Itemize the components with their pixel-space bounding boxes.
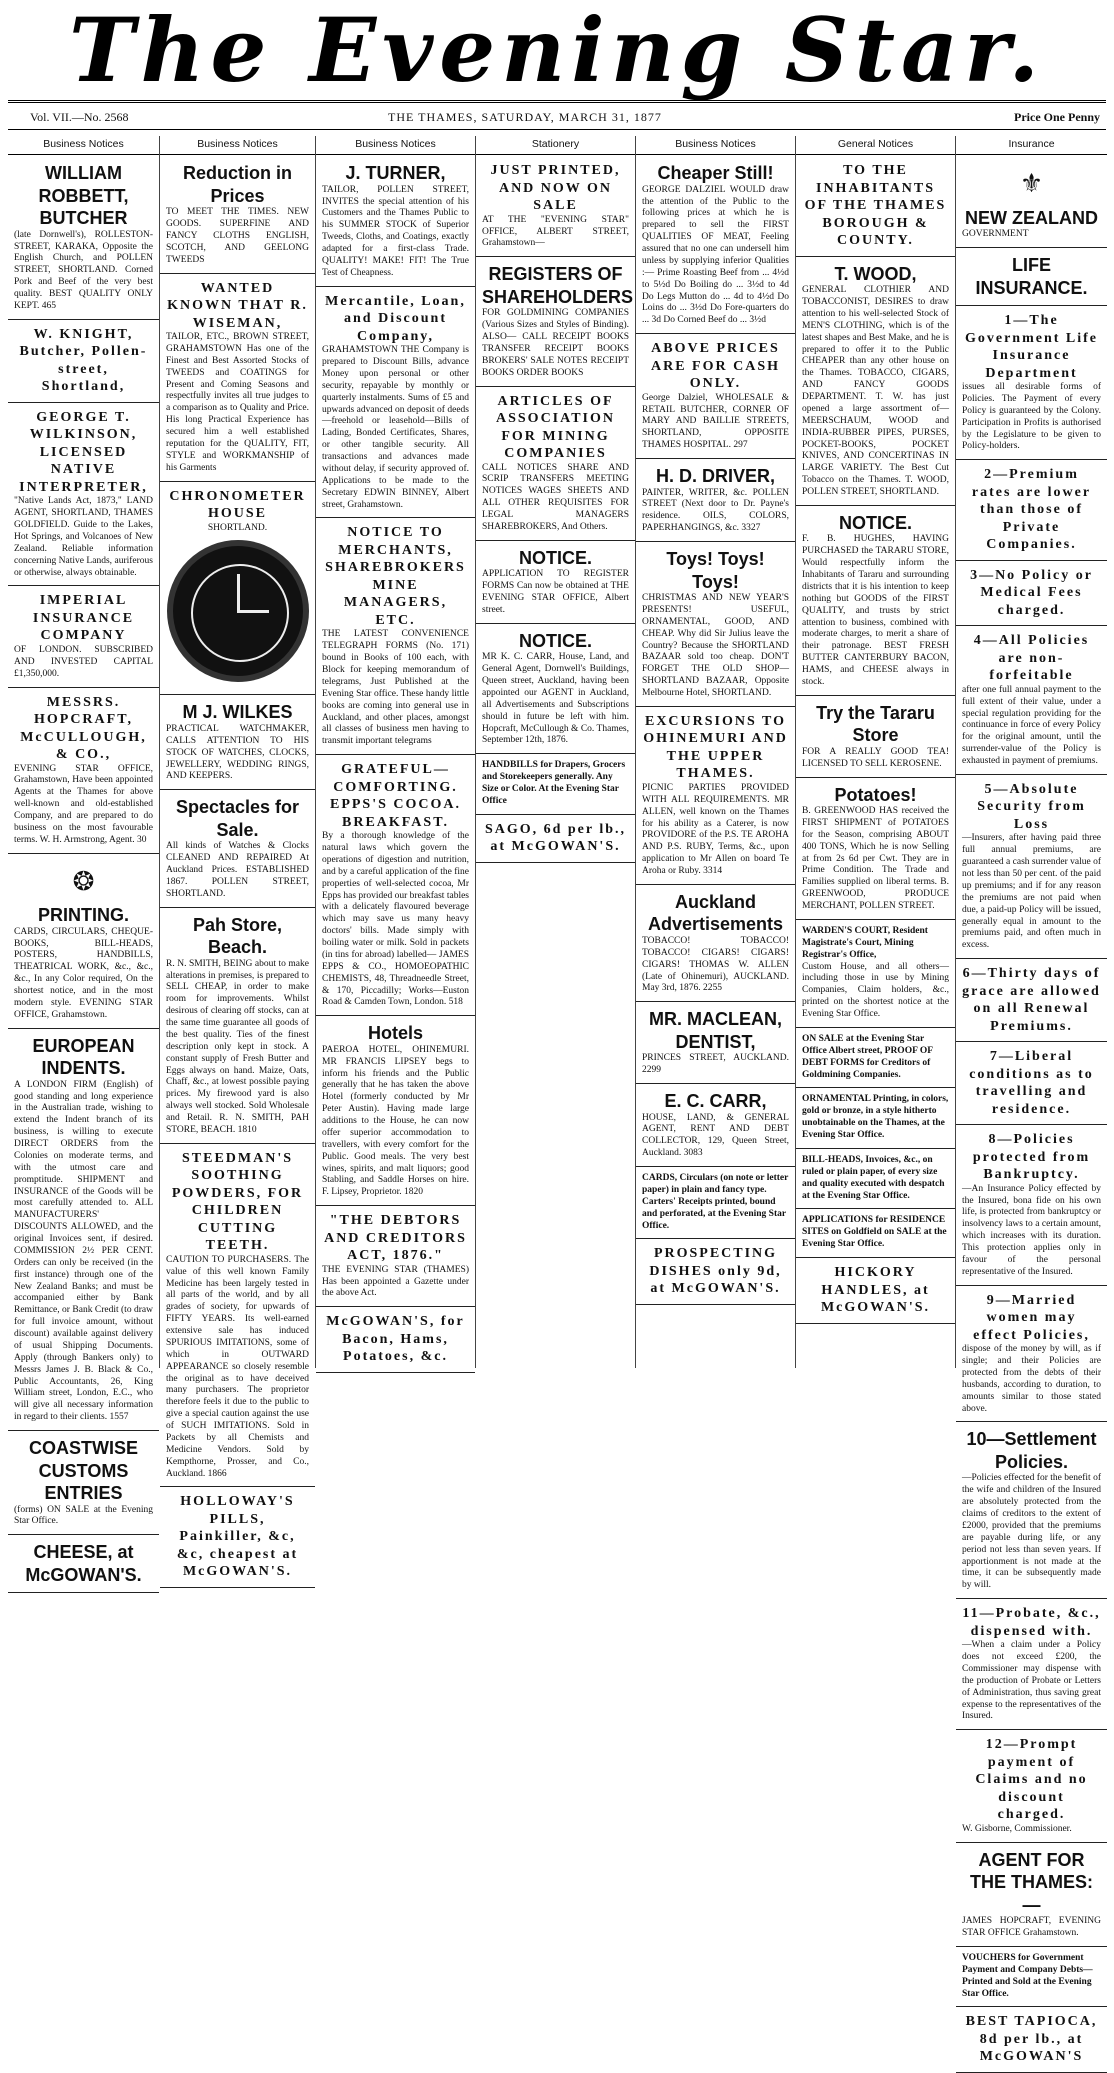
ad-text: JAMES HOPCRAFT, EVENING STAR OFFICE Grahamstown. [962,1916,1101,1938]
advertisement [316,1210,475,1307]
ad-text: EVENING STAR OFFICE, Grahamstown, Have been appointed Agents at the Thames for above well-known and old-established Company, and are prepared to do business on the most favourable terms. W. H. Armstrong, Agent. 30 [14,763,153,845]
advertisement [956,1046,1107,1125]
advertisement [956,1847,1107,1947]
ad-title: 7—Liberal conditions as to travelling and residence. [969,1049,1094,1117]
ad-text: PICNIC PARTIES PROVIDED WITH ALL REQUIREMENTS. MR ALLEN, well known on the Thames for his ability as a Caterer, is now PROVIDORE of the P.S. TE AROHA AND P.S. RUBY, Terms, &c., upon application to Mr Allen on board Te Aroha or Ruby. 3314 [642,782,789,876]
advertisement [8,1033,159,1431]
dateline [8,100,1106,130]
ad-title: NOTICE TO MERCHANTS, SHAREBROKERS MINE MANAGERS, ETC. [325,525,466,628]
ad-title: Potatoes! [834,784,917,805]
advertisement [8,1435,159,1535]
ad-title: J. TURNER, [345,163,446,184]
ad-text: —An Insurance Policy effected by the Insured, bona fide on his own life, is protected from bankruptcy or insolvency laws to a certain amount, which increases with its duration. This protection applies only in favour of the personal representative of the Insured. [962,1183,1101,1277]
ad-title: E. C. CARR, [664,1091,767,1111]
advertisement [636,1243,795,1305]
ad-title: SAGO, 6d per lb., at McGOWAN'S. [484,821,627,855]
ad-text: CARDS, CIRCULARS, CHEQUE-BOOKS, BILL-HEADS, POSTERS, HANDBILLS, THEATRICAL WORK, &c., &c., &c., In any Color required, On the shortest notice, and in the most modern style. EVENING STAR OFFICE, Grahamstown. [14,926,153,1020]
advertisement [476,160,635,257]
advertisement [160,1491,315,1588]
advertisement [160,699,315,790]
advertisement [796,1032,955,1089]
ad-title: GRATEFUL—COMFORTING. EPPS'S COCOA. BREAKFAST. [329,762,461,830]
coat-of-arms-icon: ⚜ [1019,169,1044,199]
ad-text: (late Dornwell's), ROLLESTON-STREET, KARAKA, Opposite the English Church, and POLLEN STREET, SHORTLAND. Corned Pork and Beef of the very best quality. BEST QUALITY ONLY KEPT. 465 [14,229,153,311]
advertisement [796,782,955,920]
ad-text: THE LATEST CONVENIENCE TELEGRAPH FORMS (No. 171) bound in Books of 100 each, with Block for keeping memorandum of telegrams, Just Published at the Evening Star office. These handy little books are coming into general use in Auckland, and other places, amongst all classes of business men having to transmit important telegrams [322,629,469,747]
ad-text: W. Gisborne, Commissioner. [962,1823,1072,1834]
ad-text: issues all desirable forms of Policies. The Payment of every Policy is guaranteed by the Colony. Participation in Profits is authorised by the Legislature to be given to Policy-holders. [962,382,1101,452]
advertisement [956,2011,1107,2073]
advertisement [636,1006,795,1084]
advertisement [636,546,795,707]
column-2 [160,136,316,1580]
advertisement [796,1213,955,1258]
ad-title: HICKORY HANDLES, at McGOWAN'S. [820,1265,931,1315]
ad-title: 3—No Policy or Medical Fees charged. [970,567,1093,618]
ad-title: IMPERIAL INSURANCE COMPANY [32,593,135,644]
ad-text: (forms) ON SALE at the Evening Star Office. [14,1504,153,1527]
ad-title: MESSRS. HOPCRAFT, McCULLOUGH, & CO., [20,694,147,762]
ad-text: SHORTLAND. [207,522,268,533]
ad-title: TO THE INHABITANTS OF THE THAMES BOROUGH & COUNTY. [804,163,947,249]
advertisement [160,160,315,273]
advertisement [476,391,635,541]
ad-title: Hotels [367,1023,423,1044]
ad-text: THE EVENING STAR (THAMES) Has been appointed a Gazette under the above Act. [322,1264,469,1299]
volume-number: Vol. VII.—No. 2568 [30,110,129,124]
advertisement [796,700,955,778]
ad-title: CHRONOMETER HOUSE [169,488,306,521]
advertisement [8,407,159,587]
advertisement [8,858,159,1029]
ad-title: H. D. DRIVER, [655,466,775,486]
advertisement [636,889,795,1002]
ad-title: MR. MACLEAN, DENTIST, [649,1009,782,1052]
advertisement [956,565,1107,627]
column-6 [796,136,956,1368]
ad-title: 12—Prompt payment of Claims and no discount charged. [975,1737,1088,1823]
advertisement [316,759,475,1016]
ad-title: 11—Probate, &c., dispensed with. [962,1606,1101,1639]
columns-container [8,136,1108,2065]
ad-title: WILLIAM ROBBETT, BUTCHER [38,163,129,229]
advertisement [956,252,1107,306]
ad-title: BILL-HEADS, Invoices, &c., on ruled or plain paper, of every size and quality executed with despatch at the Evening Star Office. [802,1154,945,1201]
ad-title: Reduction in Prices [183,163,292,206]
ad-title: JUST PRINTED, AND NOW ON SALE [490,163,621,214]
advertisement [476,758,635,815]
advertisement [636,338,795,459]
advertisement [316,1311,475,1373]
ad-title: Mercantile, Loan, and Discount Company, [325,293,466,344]
ad-title: BEST TAPIOCA, 8d per lb., at McGOWAN'S [965,2014,1098,2065]
ad-text: PRINCES STREET, AUCKLAND. 2299 [642,1053,789,1076]
ad-text: —Insurers, after having paid three full annual premiums, are guaranteed a cash surrender value of not less than 50 per cent. of the paid up premiums; and if for any reason the premiums are not paid when due, a paid-up Policy will be issued, generally equal in amount to the premiums paid, and often much in excess. [962,833,1101,951]
ad-text: PRACTICAL WATCHMAKER, CALLS ATTENTION TO HIS STOCK OF WATCHES, CLOCKS, JEWELLERY, WEDDING RINGS, AND KEEPERS. [166,723,309,782]
column-1 [8,136,160,1585]
ad-title: M J. WILKES [182,702,293,723]
ad-text: HOUSE, LAND, & GENERAL AGENT, RENT AND DEBT COLLECTOR, 129, Queen Street, Auckland. 3083 [642,1112,789,1159]
ad-title: ABOVE PRICES ARE FOR CASH ONLY. [650,341,780,392]
advertisement [956,1734,1107,1842]
ad-title: WANTED KNOWN THAT R. WISEMAN, [167,280,308,331]
ad-title: 5—Absolute Security from Loss [977,781,1086,832]
ad-text: GEORGE DALZIEL WOULD draw the attention of the Public to the following prices at which he is prepared to sell the FIRST QUALITIES OF MEAT, Feeling assured that no one can undersell him unless by supplying inferior Qualities :— Prime Roasting Beef from ... 4½d to 5½d Do Boiling do ... 3½d to 4d Do Legs Mutton do ... 4d to 4½d Do Loins do ... 3½d Do Fore-quarters do ... 3d Do Corned Beef do ... 3½d [642,184,789,326]
advertisement [956,779,1107,959]
ad-text: F. B. HUGHES, HAVING PURCHASED the TARARU STORE, Would respectfully inform the Inhabitants of Tararu and surrounding districts that it is his intention to keep nothing but GOODS of the FIRST QUALITY, and trusts by strict attention to business, combined with moderate charges, to merit a share of their patronage. BEST FRESH BUTTER CANTERBURY BACON, HAMS, and CHEESE always in stock. [802,534,949,687]
advertisement [476,628,635,755]
ad-title: NEW ZEALAND [965,207,1098,228]
ad-title: Pah Store, Beach. [192,914,283,958]
advertisement [160,1148,315,1488]
advertisement [956,160,1107,248]
ad-title: ARTICLES OF ASSOCIATION FOR MINING COMPANIES [496,393,615,461]
advertisement [316,1020,475,1206]
column-7 [956,136,1107,2065]
price: Price One Penny [1014,110,1100,124]
ad-title: W. KNIGHT, Butcher, Pollen-street, Shortland, [19,326,148,395]
ad-title: 6—Thirty days of grace are allowed on all Renewal Premiums. [962,966,1101,1034]
ad-text: —When a claim under a Policy does not exceed £200, the Commissioner may dispense with the production of Probate or Letters of Administration, thus saving great expense to the representatives of the Insured. [962,1640,1101,1722]
advertisement [796,1262,955,1324]
ad-text: CHRISTMAS AND NEW YEAR'S PRESENTS! USEFUL, ORNAMENTAL, GOOD, AND CHEAP. Why did Sir Julius leave the Country? Because the SHORTLAND BAZAAR sold too cheap. DON'T FORGET THE OLD SHOP— SHORTLAND BAZAAR, Opposite Melbourne Hotel, SHORTLAND. [642,593,789,698]
masthead [0,0,1114,100]
ad-title: PRINTING. [37,905,129,926]
advertisement [8,590,159,687]
column-heading: Business Notices [636,136,795,155]
ad-title: Spectacles for Sale. [175,797,300,840]
ad-title: 10—Settlement Policies. [966,1429,1097,1472]
advertisement [636,1171,795,1239]
advertisement [796,1092,955,1149]
ad-title: REGISTERS OF SHAREHOLDERS [482,264,634,307]
ad-text: APPLICATION TO REGISTER FORMS Can now be obtained at THE EVENING STAR OFFICE, Albert street. [482,569,629,615]
ad-text: R. N. SMITH, BEING about to make alterations in premises, is prepared to SELL CHEAP, in order to make room for improvements. Whilst desirous of clearing off stocks, can at the same time guarantee all goods of the best quality. Ties of the finest description only kept in stock. A constant supply of Fresh Butter and Eggs always on hand. Maize, Oats, Chaff, &c., at lowest possible paying prices. My firewood yard is also always well stocked. Sold Wholesale and Retail. R. N. SMITH, PAH STORE, BEACH. 1810 [166,958,309,1135]
ad-title: T. WOOD, [834,263,917,284]
advertisement [956,1129,1107,1286]
ad-title: Try the Tararu Store [816,702,935,746]
ad-title: CHEESE, at McGOWAN'S. [25,1542,142,1585]
column-heading: Business Notices [316,136,475,155]
ad-text: CALL NOTICES SHARE AND SCRIP TRANSFERS MEETING NOTICES WAGES SHEETS AND ALL OTHER REQUISITES FOR LEGAL MANAGERS SHAREBROKERS, And Others. [482,462,629,532]
ad-title: LIFE INSURANCE. [975,255,1088,298]
ad-title: Cheaper Still! [657,163,774,184]
ad-text: after one full annual payment to the full extent of their value, under a special regulation providing for the continuance in force of every Policy for the original amount, until the surrender-value of the Policy is exhausted in payment of premiums. [962,684,1101,766]
advertisement [956,464,1107,561]
ad-text: George Dalziel, WHOLESALE & RETAIL BUTCHER, CORNER OF MARY AND BAILLIE STREETS, SHORTLAND, OPPOSITE THAMES HOSPITAL. 297 [642,392,789,451]
advertisement [160,278,315,482]
column-4 [476,136,636,1368]
ad-text: B. GREENWOOD HAS received the FIRST SHIPMENT of POTATOES for the Season, comprising ABOUT 400 TONS, Which he is now Selling at from 2s 6d per Cwt. They are in Prime Condition. The Trade and Families supplied on liberal terms. B. GREENWOOD, PRODUCE MERCHANT, POLLEN STREET. [802,806,949,911]
ad-text: GENERAL CLOTHIER AND TOBACCONIST, DESIRES to draw attention to his well-selected Stock of MEN'S CLOTHING, which is of the latest shapes and Best Make, and he is prepared to offer it to the Public CHEAPER than any other house on the Thames. TOBACCO, CIGARS, AND FANCY GOODS DEPARTMENT. T. W. has just opened a large assortment of— MEERSCHAUM, WOOD and INDIA-RUBBER PIPES, PURSES, POCKET-BOOKS, POCKET KNIVES, AND CONCERTINAS IN LARGE VARIETY. The Best Cut Tobacco on the Thames. T. WOOD, POLLEN STREET, SHORTLAND. [802,285,949,497]
advertisement [956,1603,1107,1730]
advertisement [636,1088,795,1167]
advertisement [476,261,635,386]
advertisement [160,486,315,696]
ad-text: "Native Lands Act, 1873," LAND AGENT, SHORTLAND, THAMES GOLDFIELD. Guide to the Lakes, Hot Springs, and Volcanoes of New Zealand. Reliable information concerning Native Lands, auriferous or otherwise, always obtainable. [14,496,153,578]
column-3 [316,136,476,1368]
ad-text: TO MEET THE TIMES. NEW GOODS. SUPERFINE AND FANCY CLOTHS ENGLISH, SCOTCH, AND GEELONG TWEEDS [166,207,309,265]
advertisement [796,160,955,257]
advertisement [796,924,955,1028]
ad-title: NOTICE. [838,512,912,533]
ad-title: ON SALE at the Evening Star Office Albert street, PROOF OF DEBT FORMS for Creditors of Goldmining Companies. [802,1033,933,1080]
ad-title: NOTICE. [518,630,592,651]
newspaper-title: The Evening Star. [69,0,1045,102]
ad-title: NOTICE. [518,547,592,568]
advertisement [796,261,955,506]
ad-text: MR K. C. CARR, House, Land, and General Agent, Dornwell's Buildings, Queen street, Auckland, having been appointed our AGENT in Auckland, all Advertisements and Subscriptions should in future be left with him. Hopcraft, McCullough & Co. Thames, September 12th, 1876. [482,652,629,746]
ad-title: AGENT FOR THE THAMES:— [970,1849,1093,1915]
advertisement [316,160,475,287]
advertisement [956,310,1107,460]
advertisement [8,324,159,403]
advertisement [956,1290,1107,1423]
column-heading: Business Notices [8,136,159,155]
advertisement [316,522,475,755]
ad-text: TAILOR, ETC., BROWN STREET, GRAHAMSTOWN Has one of the Finest and Best Assorted Stocks of TWEEDS and COATINGS for Present and Coming Seasons and respectfully invites all true judges to a comparison as to Quality and Price. His long Practical Experience has secured him a well established reputation for the QUALITY, FIT, STYLE and WORKMANSHIP of his Garments [166,332,309,473]
column-heading: General Notices [796,136,955,155]
ad-title: APPLICATIONS for RESIDENCE SITES on Goldfield on SALE at the Evening Star Office. [802,1215,947,1250]
ad-title: Toys! Toys! Toys! [666,549,765,592]
ad-title: McGOWAN'S, for Bacon, Hams, Potatoes, &c. [326,1314,465,1365]
ad-title: 2—Premium rates are lower than those of Private Companies. [971,467,1092,553]
ad-text: PAINTER, WRITER, &c. POLLEN STREET (Next door to Dr. Payne's residence. OILS, COLORS, PAPERHANGINGS, &c. 3327 [642,487,789,534]
advertisement [956,1426,1107,1599]
ad-title: "THE DEBTORS AND CREDITORS ACT, 1876." [324,1213,467,1264]
ad-text: CAUTION TO PURCHASERS. The value of this well known Family Medicine has been largely tested in all parts of the world, and by all grades of society, for upwards of FIFTY YEARS. Its well-earned extensive sale has induced SPURIOUS IMITATIONS, some of which in OUTWARD APPEARANCE so closely resemble the original as to have deceived many purchasers. The proprietor therefore feels it due to the public to give a special caution against the use of SUCH IMITATIONS. Sold in Packets by all Chemists and Medicine Vendors. Sold by Kempthorne, Prosser, and Co., Auckland. 1866 [166,1254,309,1479]
ad-text: TAILOR, POLLEN STREET, INVITES the special attention of his Customers and the Thames Public to his SUMMER STOCK of Superior Tweeds, Cloths, and Coatings, exactly adapted for a first-class Trade. QUALITY! MAKE! FIT! The True Test of Cheapness. [322,184,469,278]
column-heading: Business Notices [160,136,315,155]
ad-text: By a thorough knowledge of the natural laws which govern the operations of digestion and nutrition, and by a careful application of the fine properties of well-selected cocoa, Mr Epps has provided our breakfast tables with a delicately flavoured beverage which may save us many heavy doctors' bills. Made simply with boiling water or milk. Sold in packets (in tins for abroad) labelled— JAMES EPPS & CO., HOMOEOPATHIC CHEMISTS, 48, Threadneedle Street, & 170, Piccadilly; Works—Euston Road & Camden Town, London. 518 [322,831,469,1008]
ad-title: CARDS, Circulars (on note or letter paper) in plain and fancy type. Carters' Receipts printed, bound and perforated, at the Evening Star Office. [642,1173,789,1231]
ad-text: AT THE "EVENING STAR" OFFICE, ALBERT STREET, Grahamstown— [482,214,629,249]
ad-title: 8—Policies protected from Bankruptcy. [972,1132,1091,1183]
advertisement [956,1951,1107,2008]
ad-title: VOUCHERS for Government Payment and Company Debts—Printed and Sold at the Evening Star Office. [962,1952,1093,1999]
ad-text: FOR GOLDMINING COMPANIES (Various Sizes and Styles of Binding). ALSO— CALL RECEIPT BOOKS TRANSFER RECEIPT BOOKS BROKERS' SALE NOTES RECEIPT BOOKS ORDER BOOKS [482,308,629,378]
advertisement [476,819,635,863]
ad-title: EXCURSIONS TO OHINEMURI AND THE UPPER THAMES. [643,713,788,782]
ad-title: GEORGE T. WILKINSON, LICENSED NATIVE INTERPRETER, [19,409,148,495]
place-date: THE THAMES, SATURDAY, MARCH 31, 1877 [388,110,662,124]
ad-title: 4—All Policies are non-forfeitable [973,633,1090,684]
ad-text: —Policies effected for the benefit of the wife and children of the Insured are absolutely protected from the claims of creditors to the extent of £2000, provided that the premiums are payable during life, or any period not less than seven years. If apportionment is not made at the time, it can be subsequently made by will. [962,1473,1101,1591]
ad-text: dispose of the money by will, as if single; and their Policies are protected from the debts of their husbands, according to duration, to amounts similar to those stated above. [962,1344,1101,1414]
advertisement [636,463,795,542]
ad-text: All kinds of Watches & Clocks CLEANED AND REPAIRED At Auckland Prices. ESTABLISHED 1867. POLLEN STREET, SHORTLAND. [166,841,309,899]
ad-text: OF LONDON. SUBSCRIBED AND INVESTED CAPITAL £1,350,000. [14,644,153,679]
advertisement [8,692,159,854]
ad-title: ORNAMENTAL Printing, in colors, gold or bronze, in a style hitherto unobtainable on the Thames, at the Evening Star Office. [802,1094,949,1140]
advertisement [160,794,315,907]
advertisement [160,912,315,1144]
advertisement [8,1539,159,1593]
column-heading: Insurance [956,136,1107,155]
advertisement [476,545,635,624]
clock-icon [167,540,309,682]
advertisement [956,630,1107,775]
advertisement [956,963,1107,1042]
ad-text: TOBACCO! TOBACCO! TOBACCO! CIGARS! CIGARS! CIGARS! THOMAS W. ALLEN (Late of Ohinemuri), AUCKLAND. May 3rd, 1876. 2255 [642,935,789,994]
ad-text: FOR A REALLY GOOD TEA! LICENSED TO SELL KEROSENE. [802,746,949,769]
ad-text: GOVERNMENT [962,229,1029,240]
ad-title: 9—Married women may effect Policies, [973,1292,1090,1343]
coat-of-arms-icon: ❂ [72,866,95,896]
ad-title: WARDEN'S COURT, Resident Magistrate's Court, Mining Registrar's Office, [802,925,928,960]
ad-title: 1—The Government Life Insurance Department [964,313,1099,381]
advertisement [796,1153,955,1210]
ad-title: Auckland Advertisements [647,891,784,935]
ad-title: COASTWISE CUSTOMS ENTRIES [28,1438,138,1503]
advertisement [8,160,159,320]
advertisement [316,291,475,519]
advertisement [796,510,955,696]
ad-title: EUROPEAN INDENTS. [32,1035,135,1079]
ad-text: A LONDON FIRM (English) of good standing and long experience in the Australian trade, wishing to extend the Indent branch of its business, is willing to execute DIRECT ORDERS from the Colonies on moderate terms, and with the utmost care and promptitude. SHIPMENT and INSURANCE of the Goods will be most carefully attended to. ALL MANUFACTURERS' DISCOUNTS ALLOWED, and the original Invoices sent, if desired. COMMISSION 2½ PER CENT. Orders can only be received (in the first instance) through one of the New Zealand Banks; and must be accompanied either by Bank Remittance, or Bank Credit (to draw for full invoice amount, without discount) available against delivery of usual Shipping Documents. Apply (through Bankers only) to Messrs James J. B. Black & Co., Public Accountants, 26, King William street, London, E.C., who will give all necessary information in regard to their clients. 1557 [14,1079,153,1423]
ad-text: Custom House, and all others—including those in use by Mining Companies, Claim holders, &c., printed on the shortest notice at the Evening Star Office. [802,961,949,1019]
ad-title: STEEDMAN'S SOOTHING POWDERS, FOR CHILDREN CUTTING TEETH. [171,1150,304,1254]
ad-title: PROSPECTING DISHES only 9d, at McGOWAN'S. [649,1246,782,1297]
advertisement [636,160,795,334]
ad-title: HANDBILLS for Drapers, Grocers and Storekeepers generally. Any Size or Color. At the Evening Star Office [482,760,626,806]
column-5 [636,136,796,1368]
advertisement [636,711,795,885]
ad-title: HOLLOWAY'S PILLS, Painkiller, &c, &c, cheapest at McGOWAN'S. [176,1494,299,1580]
ad-text: PAEROA HOTEL, OHINEMURI. MR FRANCIS LIPSEY begs to inform his friends and the Public generally that he has taken the above Hotel (formerly conducted by Mr Peter Austin). Having made large additions to the House, he can now offer superior accommodation to travellers, with every comfort for the Public. Good meals. The very best wines, spirits, and malt liquors; good Stabling, and Saddle Horses on hire. F. Lipsey, Proprietor. 1820 [322,1044,469,1198]
ad-text: GRAHAMSTOWN THE Company is prepared to Discount Bills, advance Money upon personal or other security, repayable by monthly or quarterly instalments. Sums of £5 and upwards advanced on deposit of deeds—freehold or leasehold—Bills of Lading, Bonded Certificates, Shares, or other tangible security. All transactions and advances made without delay, if security approved of. Applications to be made to the Secretary EDWIN BINNEY, Albert street, Grahamstown. [322,345,469,510]
column-heading: Stationery [476,136,635,155]
